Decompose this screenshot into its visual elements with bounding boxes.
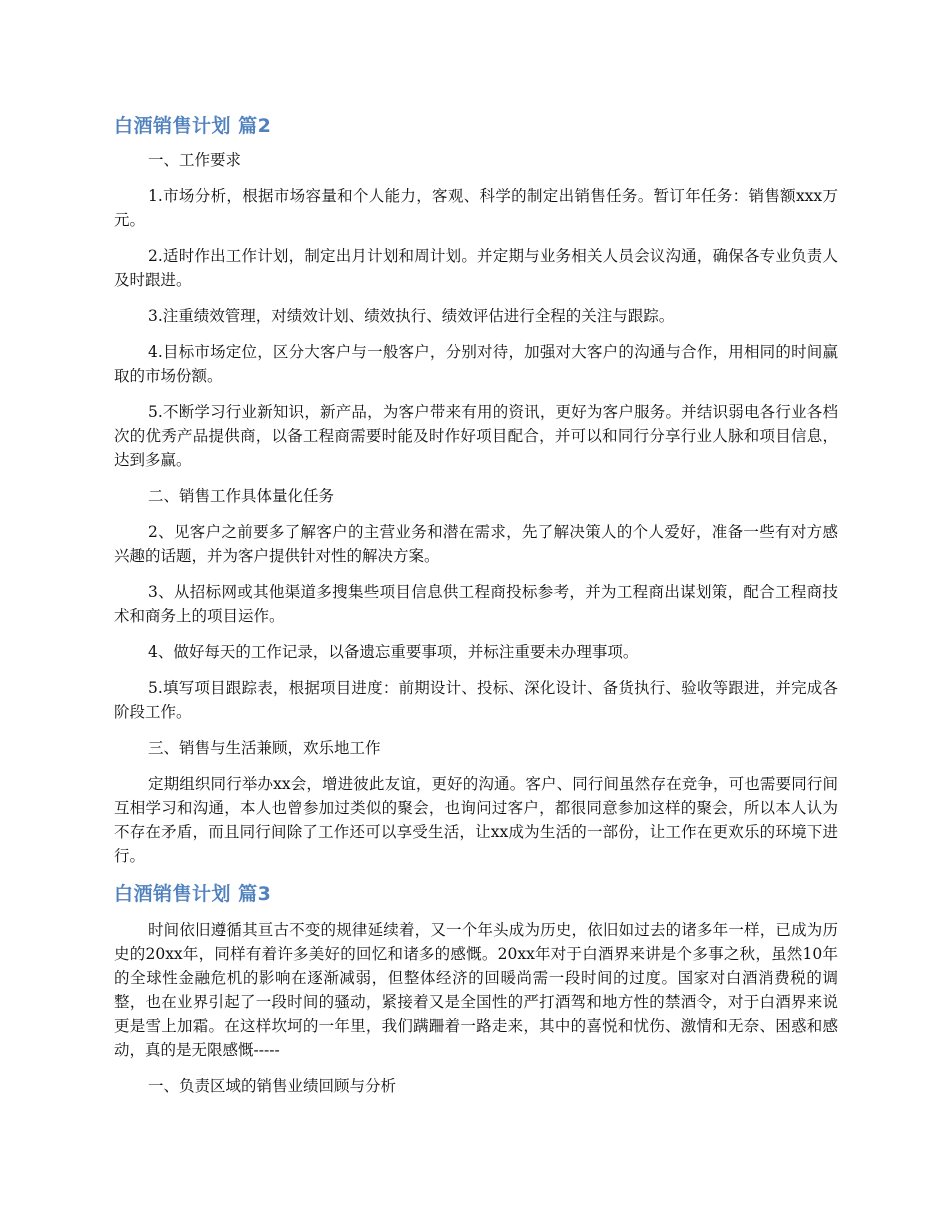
section-2-paragraph-gatherings: 定期组织同行举办xx会，增进彼此友谊，更好的沟通。客户、同行间虽然存在竞争，可也需要同行间互相学习和沟通，本人也曾参加过类似的聚会，也询问过客户，都很同意参加这样的聚会，所以本人认为不存在矛盾，而且同行间除了工作还可以享受生活，让xx成为生活的一部份，让工作在更欢乐的环境下进行。 — [114, 775, 838, 865]
section-2-paragraph-5: 5.不断学习行业新知识，新产品，为客户带来有用的资讯，更好为客户服务。并结识弱电各行业各档次的优秀产品提供商，以备工程商需要时能及时作好项目配合，并可以和同行分享行业人脉和项目信息，达到多赢。 — [114, 403, 838, 469]
section-2-task-5: 5.填写项目跟踪表，根据项目进度：前期设计、投标、深化设计、备货执行、验收等跟进，并完成各阶段工作。 — [114, 679, 838, 721]
section-3-subheading-sales-review: 一、负责区域的销售业绩回顾与分析 — [148, 1077, 397, 1095]
section-2-paragraph-3: 3.注重绩效管理，对绩效计划、绩效执行、绩效评估进行全程的关注与跟踪。 — [148, 307, 675, 325]
section-2-task-2: 2、见客户之前要多了解客户的主营业务和潜在需求，先了解决策人的个人爱好，准备一些有对方感兴趣的话题，并为客户提供针对性的解决方案。 — [114, 523, 838, 565]
section-2-paragraph-1: 1.市场分析，根据市场容量和个人能力，客观、科学的制定出销售任务。暂订年任务：销售额xxx万元。 — [114, 187, 838, 229]
section-2-subheading-work-requirements: 一、工作要求 — [148, 151, 242, 169]
section-heading-2: 白酒销售计划 篇2 — [114, 115, 272, 137]
section-2-task-4: 4、做好每天的工作记录，以备遗忘重要事项，并标注重要未办理事项。 — [148, 643, 639, 661]
document-content — [114, 112, 838, 1110]
section-2-task-3: 3、从招标网或其他渠道多搜集些项目信息供工程商投标参考，并为工程商出谋划策，配合工程商技术和商务上的项目运作。 — [114, 583, 838, 625]
section-3-intro-paragraph: 时间依旧遵循其亘古不变的规律延续着，又一个年头成为历史，依旧如过去的诸多年一样，已成为历史的20xx年，同样有着许多美好的回忆和诸多的感慨。20xx年对于白酒界来讲是个多事之秋，虽然10年的全球性金融危机的影响在逐渐减弱，但整体经济的回暖尚需一段时间的过度。国家对白酒消费税的调整，也在业界引起了一段时间的骚动，紧接着又是全国性的严打酒驾和地方性的禁酒令，对于白酒界来说更是雪上加霜。在这样坎坷的一年里，我们蹒跚着一路走来，其中的喜悦和忧伤、激情和无奈、困惑和感动，真的是无限感慨----- — [114, 921, 838, 1059]
section-2-paragraph-4: 4.目标市场定位，区分大客户与一般客户，分别对待，加强对大客户的沟通与合作，用相同的时间赢取的市场份额。 — [114, 343, 838, 385]
section-heading-3: 白酒销售计划 篇3 — [114, 883, 272, 905]
section-2-paragraph-2: 2.适时作出工作计划，制定出月计划和周计划。并定期与业务相关人员会议沟通，确保各专业负责人及时跟进。 — [114, 247, 838, 289]
section-2-subheading-quantified-tasks: 二、销售工作具体量化任务 — [148, 487, 335, 505]
section-2-subheading-work-life-balance: 三、销售与生活兼顾，欢乐地工作 — [148, 739, 381, 757]
